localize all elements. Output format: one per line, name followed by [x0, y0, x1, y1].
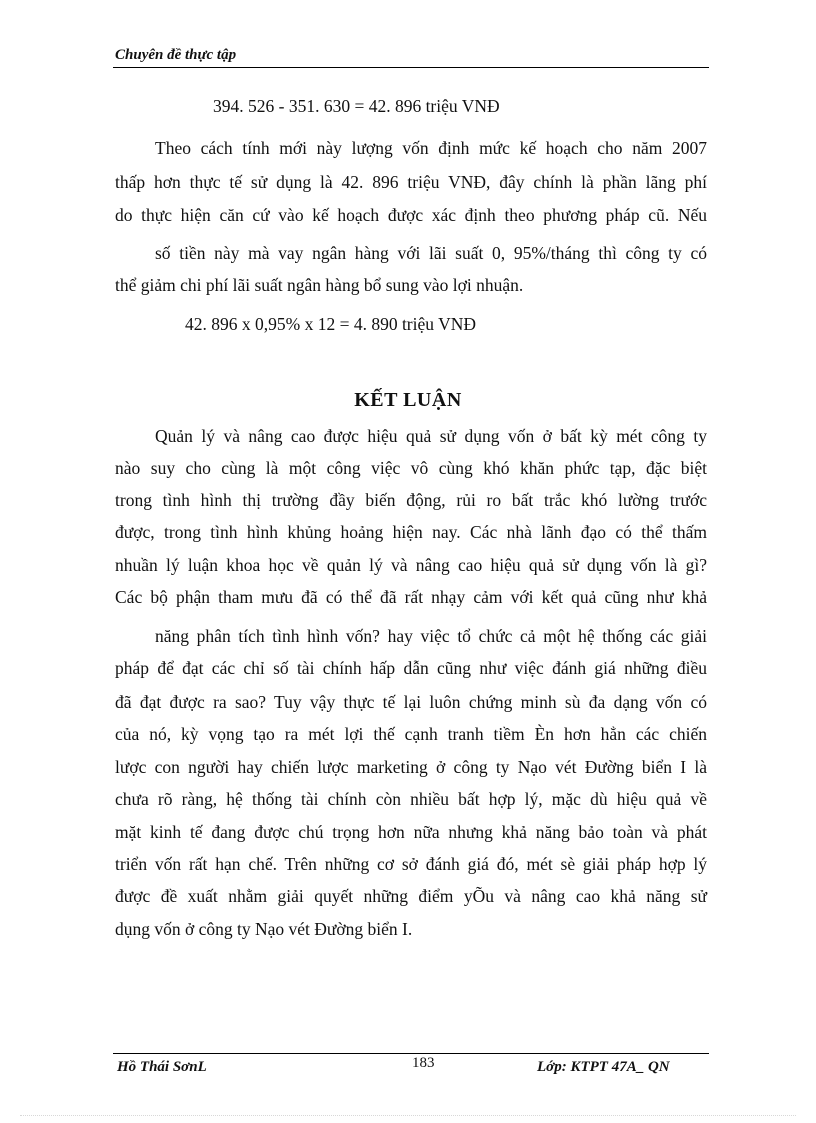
footer-divider [113, 1053, 709, 1054]
conclusion-line: triển vốn rất hạn chế. Trên những cơ sở đánh giá đó, mét sè giải pháp hợp lý [115, 854, 707, 874]
conclusion-line: nhuần lý luận khoa học về quản lý và nâng cao hiệu quả sử dụng vốn là gì? [115, 555, 707, 575]
conclusion-line: được, trong tình hình khủng hoảng hiện nay. Các nhà lãnh đạo có thể thấm [115, 522, 707, 542]
conclusion-line: nào suy cho cùng là một công việc vô cùng khó khăn phức tạp, đặc biệt [115, 458, 707, 478]
footer-author: Hồ Thái SơnL [117, 1059, 207, 1075]
conclusion-line: được đề xuất nhằm giải quyết những điểm yÕu và nâng cao khả năng sử [115, 886, 707, 906]
paragraph-line: thể giảm chi phí lãi suất ngân hàng bổ sung vào lợi nhuận. [115, 275, 524, 295]
conclusion-line: Các bộ phận tham mưu đã có thể đã rất nhạy cảm với kết quả cũng như khả [115, 587, 707, 607]
conclusion-line: lược con người hay chiến lược marketing ở công ty Nạo vét Đường biển I là [115, 757, 707, 777]
footer-class: Lớp: KTPT 47A_ QN [537, 1059, 670, 1075]
page-bottom-border [20, 1115, 796, 1116]
calculation-line-1: 394. 526 - 351. 630 = 42. 896 triệu VNĐ [213, 96, 500, 116]
paragraph-line: do thực hiện căn cứ vào kế hoạch được xác định theo phương pháp cũ. Nếu [115, 205, 707, 225]
header-divider [113, 67, 709, 68]
conclusion-line: năng phân tích tình hình vốn? hay việc tổ chức cả một hệ thống các giải [155, 626, 707, 646]
calculation-line-2: 42. 896 x 0,95% x 12 = 4. 890 triệu VNĐ [185, 314, 476, 334]
conclusion-line: dụng vốn ở công ty Nạo vét Đường biển I. [115, 919, 413, 939]
conclusion-line: đã đạt được ra sao? Tuy vậy thực tế lại luôn chứng minh sù đa dạng vốn có [115, 692, 707, 712]
paragraph-line: thấp hơn thực tế sử dụng là 42. 896 triệu VNĐ, đây chính là phần lãng phí [115, 172, 707, 192]
conclusion-line: pháp để đạt các chỉ số tài chính hấp dẫn cũng như việc đánh giá những điều [115, 658, 707, 678]
paragraph-line: Theo cách tính mới này lượng vốn định mức kế hoạch cho năm 2007 [155, 138, 707, 158]
conclusion-line: của nó, kỳ vọng tạo ra mét lợi thế cạnh tranh tiềm Èn hơn hẳn các chiến [115, 724, 707, 744]
conclusion-line: Quản lý và nâng cao được hiệu quả sử dụng vốn ở bất kỳ mét công ty [155, 426, 707, 446]
conclusion-line: mặt kinh tế đang được chú trọng hơn nữa nhưng khả năng bảo toàn và phát [115, 822, 707, 842]
page-number: 183 [412, 1055, 435, 1071]
conclusion-line: chưa rõ ràng, hệ thống tài chính còn nhiều bất hợp lý, mặc dù hiệu quả về [115, 789, 707, 809]
running-header-title: Chuyên đề thực tập [115, 47, 237, 63]
paragraph-line: số tiền này mà vay ngân hàng với lãi suất 0, 95%/tháng thì công ty có [155, 243, 707, 263]
section-heading: KẾT LUẬN [354, 389, 462, 411]
conclusion-line: trong tình hình thị trường đầy biến động, rủi ro bất trắc khó lường trước [115, 490, 707, 510]
